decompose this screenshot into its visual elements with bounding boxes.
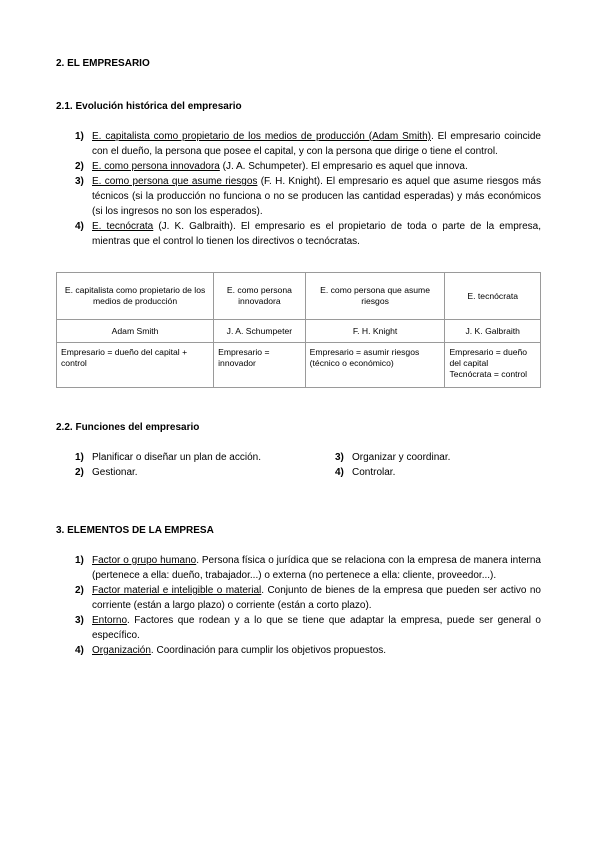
list-item: 2) Gestionar. — [75, 467, 138, 478]
subsection-heading-evolucion: 2.1. Evolución histórica del empresario — [56, 101, 242, 112]
list-item: 1) Factor o grupo humano. Persona física o jurídica que se relaciona con la empresa de manera interna (pertenece a ella: dueño, trabajador...) o externa (no pertenece a ella: cliente, proveedor...). — [75, 555, 541, 581]
table-cell: J. K. Galbraith — [445, 320, 541, 343]
term: Factor material e inteligible o material — [92, 585, 262, 596]
evolution-list — [75, 129, 541, 249]
table-cell: E. capitalista como propietario de los medios de producción — [57, 273, 214, 320]
table-cell: E. como persona innovadora — [214, 273, 306, 320]
table-row — [57, 320, 541, 343]
list-item: 3) Organizar y coordinar. — [335, 452, 451, 463]
list-item: 2) Factor material e inteligible o material. Conjunto de bienes de la empresa que pueden ser activo no corriente (están a largo plazo) o corriente (están a corto plazo). — [75, 585, 541, 611]
term: E. como persona que asume riesgos — [92, 176, 258, 187]
table-cell: E. como persona que asume riesgos — [305, 273, 445, 320]
table-cell: Adam Smith — [57, 320, 214, 343]
table-cell: J. A. Schumpeter — [214, 320, 306, 343]
table-cell: Empresario = asumir riesgos (técnico o económico) — [305, 343, 445, 388]
table-cell: Empresario = innovador — [214, 343, 306, 388]
term: E. tecnócrata — [92, 221, 154, 232]
list-item: 1) Planificar o diseñar un plan de acción. — [75, 452, 261, 463]
table-row — [57, 343, 541, 388]
term: Factor o grupo humano — [92, 555, 197, 566]
list-item: 1) E. capitalista como propietario de los medios de producción (Adam Smith). El empresario coincide con el dueño, la persona que posee el capital, y con la persona que dirige o tiene el control. — [75, 131, 541, 157]
table-cell: Empresario = dueño del capital + control — [57, 343, 214, 388]
term: Entorno — [92, 615, 128, 626]
list-item: 3) E. como persona que asume riesgos (F. H. Knight). El empresario es aquel que asume riesgos más técnicos (si la producción no funciona o no se producen las cantidad esperadas) y más económicos (si los ingresos no son los esperados). — [75, 176, 541, 217]
list-item: 3) Entorno. Factores que rodean y a lo que se tiene que adaptar la empresa, puede ser general o específico. — [75, 615, 541, 641]
empresario-table — [56, 272, 541, 388]
subsection-heading-funciones: 2.2. Funciones del empresario — [56, 422, 200, 433]
section-heading-empresario: 2. EL EMPRESARIO — [56, 58, 150, 69]
table-cell: F. H. Knight — [305, 320, 445, 343]
table-cell: E. tecnócrata — [445, 273, 541, 320]
list-item: 4) Organización. Coordinación para cumplir los objetivos propuestos. — [75, 645, 387, 656]
section-heading-elementos: 3. ELEMENTOS DE LA EMPRESA — [56, 525, 214, 536]
term: E. como persona innovadora — [92, 161, 220, 172]
table-header-row — [57, 273, 541, 320]
list-item: 4) E. tecnócrata (J. K. Galbraith). El empresario es el propietario de toda o parte de la empresa, mientras que el control lo tienen los directivos o tecnócratas. — [75, 221, 541, 247]
term: Organización — [92, 645, 151, 656]
list-item: 2) E. como persona innovadora (J. A. Schumpeter). El empresario es aquel que innova. — [75, 161, 468, 172]
list-item: 4) Controlar. — [335, 467, 396, 478]
table-cell: Empresario = dueño del capital Tecnócrata = control — [445, 343, 541, 388]
elements-list — [75, 553, 541, 658]
term: E. capitalista como propietario de los medios de producción (Adam Smith) — [92, 131, 431, 142]
